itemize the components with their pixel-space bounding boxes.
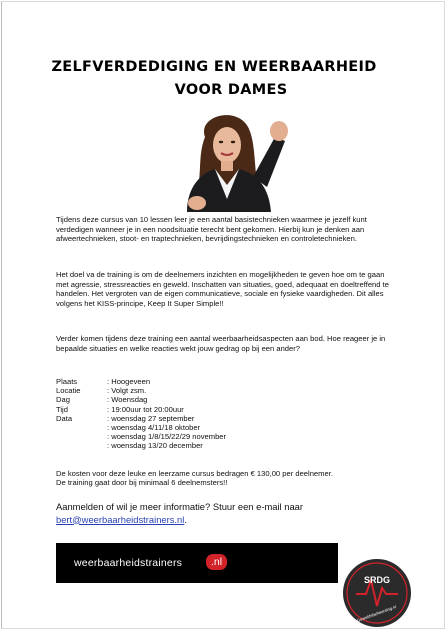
- detail-row: [56, 414, 226, 423]
- detail-label: Plaats: [56, 377, 78, 386]
- detail-label: [56, 423, 107, 432]
- course-details: [56, 377, 226, 451]
- detail-value: : Woensdag: [107, 395, 148, 405]
- flyer-page: [1, 1, 445, 629]
- email-link[interactable]: bert@weerbaarheidstrainers.nl: [56, 513, 185, 525]
- brand-logo-bar: [56, 543, 338, 583]
- detail-label: Locatie: [56, 386, 81, 396]
- aspects-paragraph: Verder komen tijdens deze training een aantal weerbaarheidsaspecten aan bod. Hoe reageer je in bepaalde situaties en welke reacties wekt jouw gedrag op bij een ander?: [56, 334, 386, 353]
- goal-paragraph: Het doel va de training is om de deelnemers inzichten en mogelijkheden te geven hoe om te gaan met agressie, stressreacties en geweld. Inschatten van situaties, goed, adequaat en doeltreffend te handelen. Het vergroten van de eigen communicatieve, sociale en fysieke vaardigheden. Dit alles volgens het KISS-principe, Keep It Super Simple!!: [56, 270, 389, 308]
- svg-text:SRDG: SRDG: [363, 575, 391, 585]
- email-suffix: .: [184, 513, 187, 525]
- brand-logo-name: weerbaarheidstrainers: [74, 557, 183, 569]
- cost-info: [56, 469, 406, 488]
- detail-row: [56, 405, 226, 414]
- email-line: [56, 514, 396, 527]
- detail-label: Tijd: [56, 404, 68, 414]
- detail-label: Dag: [56, 395, 70, 405]
- signup-text: Aanmelden of wil je meer informatie? Stuur een e-mail naar: [56, 501, 303, 512]
- intro-paragraph: Tijdens deze cursus van 10 lessen leer je een aantal basistechnieken waarmee je jezelf kunt verdedigen wanneer je in een noodsituatie terecht bent gekomen. Hierbij kun je denken aan afweertechnieken, stoot- en traptechnieken, bevrijdingstechnieken en controletechnieken.: [56, 215, 367, 244]
- detail-value: : Volgt zsm.: [107, 386, 147, 396]
- cost-line: De kosten voor deze leuke en leerzame cursus bedragen € 130,00 per deelnemer.: [56, 469, 333, 478]
- minimum-participants-line: De training gaat door bij minimaal 6 deelnemsters!!: [56, 478, 228, 488]
- detail-row: [56, 441, 226, 450]
- woman-photo: [157, 107, 297, 212]
- signup-info: [56, 501, 396, 526]
- detail-value: : woensdag 27 september: [107, 413, 195, 423]
- detail-row: [56, 423, 226, 432]
- svg-text:Geweldsbeheersing.nl: Geweldsbeheersing.nl: [356, 604, 397, 624]
- detail-label: Data: [56, 413, 73, 423]
- detail-value: : woensdag 4/11/18 oktober: [107, 423, 201, 433]
- detail-value: : woensdag 13/20 december: [107, 441, 203, 451]
- srdg-seal-logo: [342, 558, 412, 628]
- detail-row: [56, 395, 226, 404]
- detail-row: [56, 377, 226, 386]
- detail-label: [56, 432, 107, 441]
- detail-value: : 19:00uur tot 20:00uur: [107, 404, 184, 414]
- detail-row: [56, 386, 226, 395]
- detail-value: : Hoogeveen: [107, 377, 151, 386]
- title-line-1: ZELFVERDEDIGING EN WEERBAARHEID: [51, 59, 377, 75]
- detail-label: [56, 441, 107, 450]
- detail-value: : woensdag 1/8/15/22/29 november: [107, 432, 227, 442]
- brand-logo-tld: .nl: [206, 554, 227, 570]
- detail-row: [56, 432, 226, 441]
- title-line-2: VOOR DAMES: [174, 82, 288, 98]
